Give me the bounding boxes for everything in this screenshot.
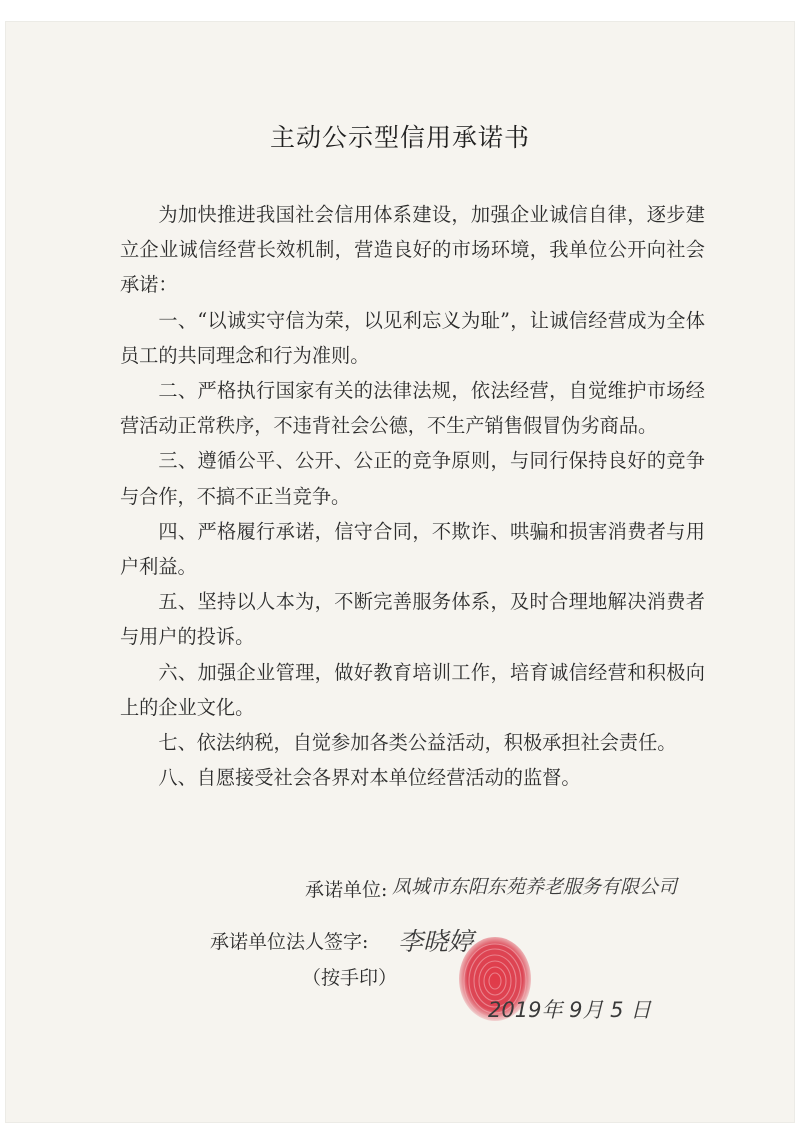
- commitment-item-1: 一、“以诚实守信为荣，以见利忘义为耻”，让诚信经营成为全体员工的共同理念和行为准则。: [120, 308, 705, 367]
- fingerprint-label: （按手印）: [302, 967, 398, 989]
- commitment-item-6: 六、加强企业管理，做好教育培训工作，培育诚信经营和积极向上的企业文化。: [120, 660, 705, 719]
- document-body: [120, 197, 705, 795]
- commitment-unit-name-handwritten: 凤城市东阳东苑养老服务有限公司: [392, 876, 678, 898]
- commitment-item-3: 三、遵循公平、公开、公正的竞争原则，与同行保持良好的竞争与合作，不搞不正当竞争。: [120, 449, 705, 508]
- document-title: 主动公示型信用承诺书: [269, 123, 530, 152]
- legal-rep-signature-handwritten: 李晓婷: [398, 927, 474, 956]
- commitment-item-8: 八、自愿接受社会各界对本单位经营活动的监督。: [158, 766, 581, 790]
- intro-paragraph: 为加快推进我国社会信用体系建设，加强企业诚信自律，逐步建立企业诚信经营长效机制，营造良好的市场环境，我单位公开向社会承诺：: [120, 203, 705, 297]
- legal-rep-signature-label: 承诺单位法人签字:: [210, 931, 369, 953]
- date-handwritten: 2019年 9月 5 日: [488, 998, 652, 1022]
- commitment-item-4: 四、严格履行承诺，信守合同，不欺诈、哄骗和损害消费者与用户利益。: [120, 519, 705, 579]
- commitment-item-5: 五、坚持以人本为，不断完善服务体系，及时合理地解决消费者与用户的投诉。: [120, 590, 705, 649]
- commitment-item-2: 二、严格执行国家有关的法律法规，依法经营，自觉维护市场经营活动正常秩序，不违背社会公德，不生产销售假冒伪劣商品。: [120, 379, 705, 438]
- commitment-unit-label: 承诺单位:: [305, 879, 388, 901]
- commitment-item-7: 七、依法纳税，自觉参加各类公益活动，积极承担社会责任。: [158, 731, 677, 755]
